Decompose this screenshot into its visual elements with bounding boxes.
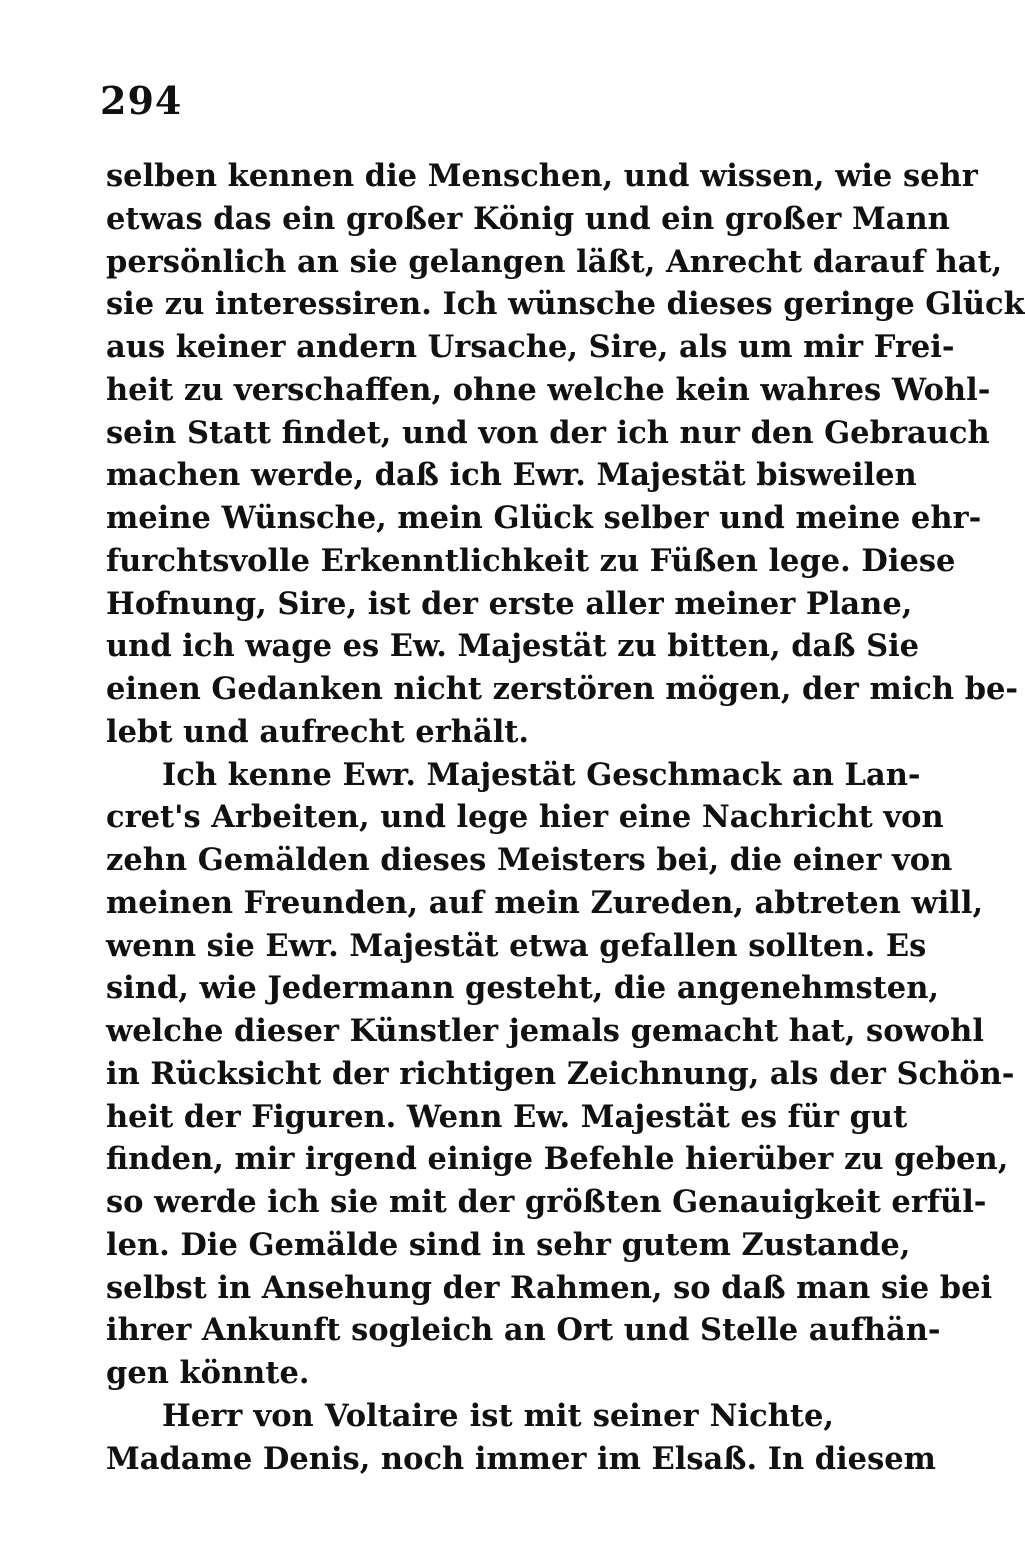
text-line: finden, mir irgend einige Befehle hierüber zu geben, <box>106 1141 1009 1178</box>
text-line: persönlich an sie gelangen läßt, Anrecht darauf hat, <box>106 243 1003 280</box>
body-text <box>106 155 1025 1480</box>
text-line: sie zu interessiren. Ich wünsche dieses geringe Glück <box>106 286 1025 323</box>
text-line: so werde ich sie mit der größten Genauigkeit erfül- <box>106 1184 987 1220</box>
text-line: heit der Figuren. Wenn Ew. Majestät es für gut <box>106 1098 908 1135</box>
text-line: selben kennen die Menschen, und wissen, wie sehr <box>106 158 978 194</box>
text-line: Madame Denis, noch immer im Elsaß. In diesem <box>106 1440 936 1477</box>
text-line: lebt und aufrecht erhält. <box>106 713 530 750</box>
text-line: Hofnung, Sire, ist der erste aller meiner Plane, <box>106 585 913 622</box>
text-line: sind, wie Jedermann gesteht, die angenehmsten, <box>106 970 939 1007</box>
text-line: furchtsvolle Erkenntlichkeit zu Füßen lege. Diese <box>106 542 956 579</box>
text-line: ihrer Ankunft sogleich an Ort und Stelle aufhän- <box>106 1312 941 1349</box>
text-line: etwas das ein großer König und ein großer Mann <box>106 200 950 237</box>
page-number: 294 <box>100 78 183 123</box>
text-line: len. Die Gemälde sind in sehr gutem Zustande, <box>106 1226 911 1263</box>
text-line: aus keiner andern Ursache, Sire, als um mir Frei- <box>106 329 955 365</box>
text-line: heit zu verschaffen, ohne welche kein wahres Wohl- <box>106 371 991 408</box>
text-line: cret's Arbeiten, und lege hier eine Nachricht von <box>106 799 944 836</box>
text-line: in Rücksicht der richtigen Zeichnung, als der Schön- <box>106 1055 1015 1092</box>
text-line: einen Gedanken nicht zerstören mögen, der mich be- <box>106 671 1019 707</box>
text-line: meine Wünsche, mein Glück selber und meine ehr- <box>106 500 982 536</box>
text-line: meinen Freunden, auf mein Zureden, abtreten will, <box>106 884 984 921</box>
paragraph-start-line: Herr von Voltaire ist mit seiner Nichte, <box>162 1397 834 1434</box>
text-line: welche dieser Künstler jemals gemacht hat, sowohl <box>106 1013 984 1049</box>
text-line: und ich wage es Ew. Majestät zu bitten, daß Sie <box>106 628 920 665</box>
text-line: gen könnte. <box>106 1355 310 1391</box>
text-line: wenn sie Ewr. Majestät etwa gefallen sollten. Es <box>106 927 927 964</box>
text-line: zehn Gemälden dieses Meisters bei, die einer von <box>106 842 953 878</box>
text-line: machen werde, daß ich Ewr. Majestät bisweilen <box>106 457 917 494</box>
paragraph-start-line: Ich kenne Ewr. Majestät Geschmack an Lan- <box>162 756 921 793</box>
text-line: sein Statt findet, und von der ich nur den Gebrauch <box>106 414 990 451</box>
text-line: selbst in Ansehung der Rahmen, so daß man sie bei <box>106 1269 993 1306</box>
